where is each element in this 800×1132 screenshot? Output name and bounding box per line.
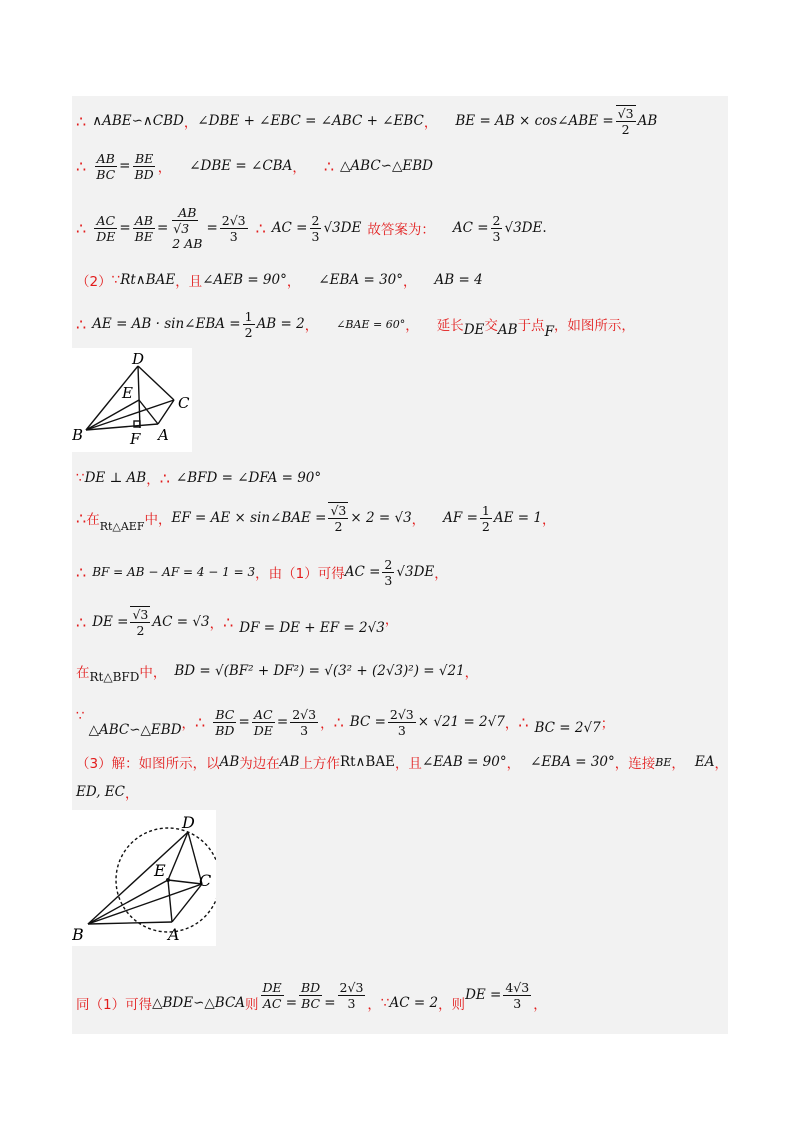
- label-A: A: [158, 426, 169, 444]
- figure-2: [72, 810, 216, 946]
- line-5: ∴ AE = AB · sin∠EBA = $\frac{1}{2}$ AB = 2 ， ∠BAE = 60° ， 延长 DE 交 AB 于点 F ，如图所示，: [76, 308, 635, 340]
- therefore-symbol: ∴: [76, 111, 87, 131]
- line-4: （2） ∵ Rt∧BAE ，且 ∠AEB = 90° ， ∠EBA = 30° ， AB = 4: [76, 272, 483, 290]
- similar-triangles-1: ∧ABE∽∧CBD: [92, 113, 184, 129]
- label-E: E: [154, 861, 166, 880]
- line-9: ∴ DE = $\frac{√3}{2}$ AC = √3 ， ∴ DF = DE + EF = 2√3 ，: [76, 607, 399, 638]
- line-6: ∵ DE ⊥ AB ， ∴ ∠BFD = ∠DFA = 90°: [76, 468, 322, 488]
- label-B: B: [72, 426, 84, 444]
- seg-DF: [138, 366, 140, 428]
- label-D: D: [182, 813, 195, 832]
- fraction: $\frac{√3}{2}$: [617, 106, 634, 137]
- seg-BA: [88, 922, 172, 924]
- part-3-label: （3）解：如图所示，以: [76, 756, 220, 772]
- label-D: D: [132, 350, 145, 368]
- line-8: ∴ BF = AB − AF = 4 − 1 = 3 ，由（1）可得 AC = $\frac{2}{3}$ √3DE ，: [76, 556, 448, 588]
- similar-triangles-2: △ABC∽△EBD: [340, 158, 433, 174]
- line-13: ED, EC ，: [76, 784, 139, 802]
- seg-EC: [168, 880, 202, 884]
- line-7: ∴ 在 Rt△AEF 中， EF = AE × sin∠BAE = $\frac{√3}{2}$ × 2 = √3 ， AF = $\frac{1}{2}$ AE = 1 ，: [76, 502, 556, 534]
- part-2-label: （2）: [76, 274, 112, 290]
- point-E: [166, 878, 170, 882]
- label-E: E: [122, 384, 133, 402]
- seg-CA: [158, 400, 174, 424]
- label-C: C: [178, 394, 190, 412]
- line-11: ∵ △ABC∽△EBD ， ∴ $\frac{BC}{BD}$ = $\frac{AC}{DE}$ = $\frac{2√3}{3}$ ， ∴ BC = $\frac{2√3}{3}$ × √21 = 2√7 ， ∴ BC = 2√7 ；: [76, 706, 615, 738]
- line-10: 在 Rt△BFD 中， BD = √(BF² + DF²) = √(3² + (2√3)²) = √21 ，: [76, 663, 479, 684]
- seg-ED: [168, 832, 188, 880]
- line-12: （3）解：如图所示，以 AB 为边在 AB 上方作 Rt∧BAE ，且 ∠EAB = 90° ， ∠EBA = 30° ，连接 BE ， EA ，: [76, 754, 729, 772]
- figure-1: [72, 348, 192, 452]
- seg-EA: [168, 880, 172, 922]
- be-expression: BE = AB × cos∠ABE =: [455, 113, 614, 129]
- angle-eq: ∠DBE = ∠CBA: [189, 158, 293, 174]
- line-3: ∴ $\frac{AC}{DE}$ = $\frac{AB}{BE}$ = AB √3 2 AB = $\frac{2√3}{3}$ ∴ AC = $\frac{2}{3}$ √3DE 故答案为： AC = $\frac{2}{3}$ √3DE .: [76, 205, 547, 251]
- label-F: F: [130, 430, 141, 448]
- seg-BC: [88, 884, 202, 924]
- answer-label: 故答案为：: [367, 222, 435, 238]
- label-C: C: [199, 871, 212, 890]
- line-14: 同（1）可得 △BDE∽△BCA 则 $\frac{DE}{AC}$ = $\frac{BD}{BC}$ = $\frac{2√3}{3}$ ， ∵ AC = 2 ，则 DE = $\frac{4√3}{3}$ ，: [76, 979, 547, 1013]
- seg-BD: [88, 832, 188, 924]
- seg-DC: [138, 366, 174, 400]
- label-A: A: [168, 925, 180, 944]
- seg-EA: [139, 400, 158, 424]
- angle-sum-eq: ∠DBE + ∠EBC = ∠ABC + ∠EBC: [197, 113, 424, 129]
- label-B: B: [72, 925, 84, 944]
- line-1: ∴ ∧ABE∽∧CBD ， ∠DBE + ∠EBC = ∠ABC + ∠EBC ， BE = AB × cos∠ABE = $\frac{√3}{2}$ AB: [76, 106, 658, 137]
- line-2: ∴ $\frac{AB}{BC}$ = $\frac{BE}{BD}$ ， ∠DBE = ∠CBA ， ∴ △ABC∽△EBD: [76, 150, 433, 182]
